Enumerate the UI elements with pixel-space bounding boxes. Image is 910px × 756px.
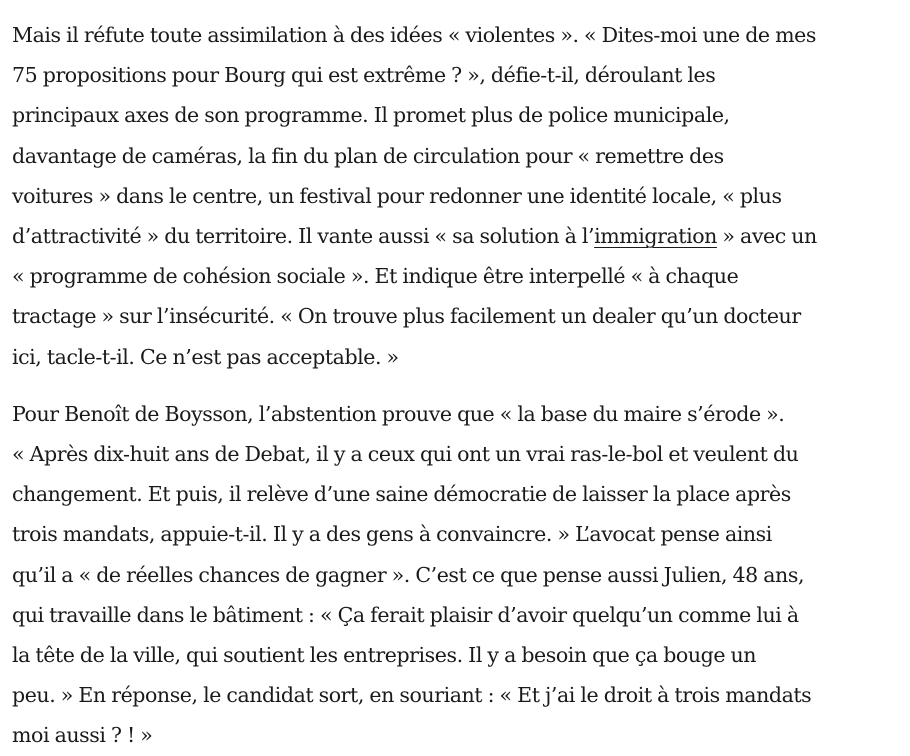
text-line: ici, tacle-t-il. Ce n’est pas acceptable. » — [12, 344, 399, 369]
text-line: trois mandats, appuie-t-il. Il y a des gens à convaincre. » L’avocat pense ainsi — [12, 522, 772, 547]
text-line: voitures » dans le centre, un festival pour redonner une identité locale, « plus — [12, 183, 782, 208]
text-line: peu. » En réponse, le candidat sort, en souriant : « Et j’ai le droit à trois mandats — [12, 683, 812, 708]
text-line: Mais il réfute toute assimilation à des idées « violentes ». « Dites-moi une de mes — [12, 23, 816, 47]
text-line: qu’il a « de réelles chances de gagner ». C’est ce que pense aussi Julien, 48 ans, — [12, 562, 805, 587]
paragraph-2 — [12, 394, 908, 756]
text-line: principaux axes de son programme. Il promet plus de police municipale, — [12, 103, 730, 128]
text-line: moi aussi ? ! » — [12, 723, 153, 748]
text-line: changement. Et puis, il relève d’une saine démocratie de laisser la place après — [12, 482, 791, 507]
text-line: « Après dix-huit ans de Debat, il y a ceux qui ont un vrai ras-le-bol et veulent du — [12, 442, 799, 467]
article-body — [12, 15, 908, 756]
text-line: Pour Benoît de Boysson, l’abstention prouve que « la base du maire s’érode ». — [12, 401, 785, 426]
text-line: la tête de la ville, qui soutient les entreprises. Il y a besoin que ça bouge un — [12, 643, 757, 668]
immigration-link[interactable]: immigration — [594, 224, 717, 249]
text-line: « programme de cohésion sociale ». Et indique être interpellé « à chaque — [12, 264, 739, 289]
text-line-with-link — [12, 216, 906, 256]
text-fragment: » avec un — [716, 224, 817, 249]
text-fragment: d’attractivité » du territoire. Il vante aussi « sa solution à l’ — [12, 224, 595, 249]
paragraph-1 — [12, 15, 908, 377]
text-line: davantage de caméras, la fin du plan de circulation pour « remettre des — [12, 143, 724, 168]
text-line: tractage » sur l’insécurité. « On trouve plus facilement un dealer qu’un docteur — [12, 304, 801, 329]
text-line: 75 propositions pour Bourg qui est extrême ? », défie-t-il, déroulant les — [12, 63, 716, 88]
text-line: qui travaille dans le bâtiment : « Ça ferait plaisir d’avoir quelqu’un comme lui à — [12, 602, 799, 627]
